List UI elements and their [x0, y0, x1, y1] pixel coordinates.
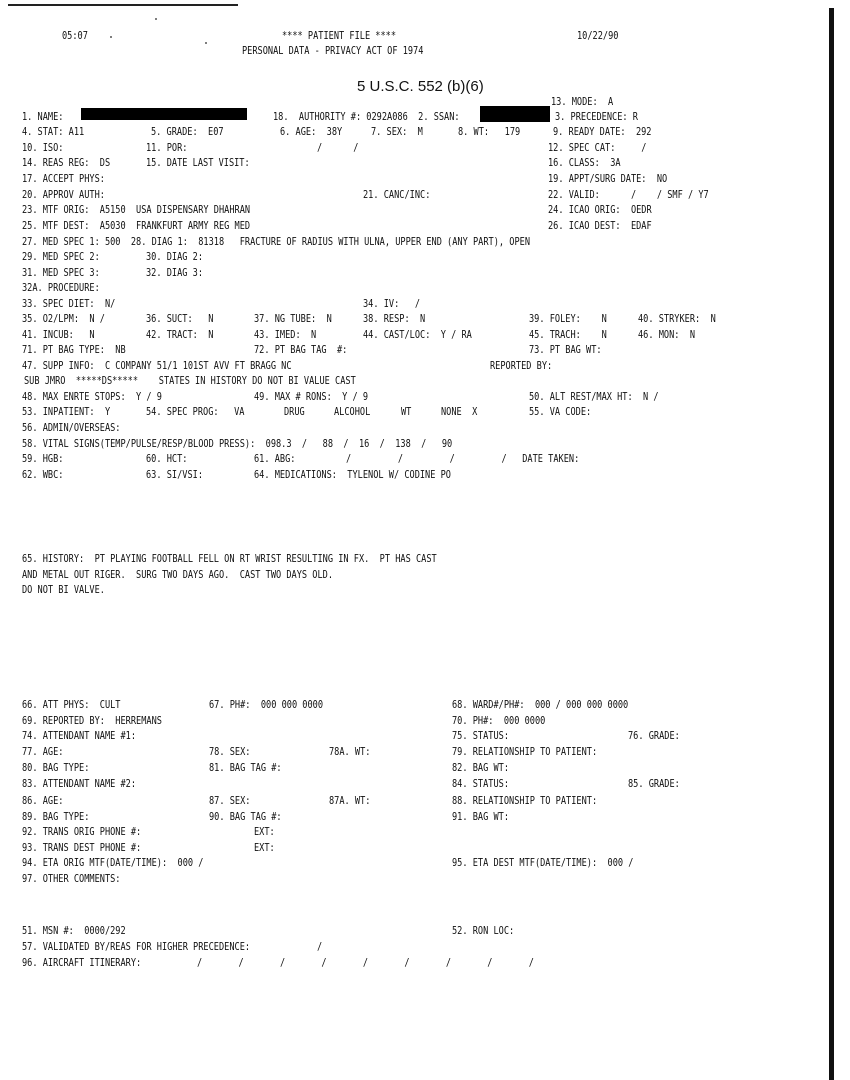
field-bag-tag-2: 90. BAG TAG #:: [209, 811, 282, 823]
field-relationship-2: 88. RELATIONSHIP TO PATIENT:: [452, 795, 598, 807]
privacy-notice: PERSONAL DATA - PRIVACY ACT OF 1974: [242, 45, 424, 57]
field-history: 65. HISTORY: PT PLAYING FOOTBALL FELL ON RT WRIST RESULTING IN FX. PT HAS CAST: [22, 553, 437, 565]
field-bag-type-2: 89. BAG TYPE:: [22, 811, 90, 823]
field-canc-inc: 21. CANC/INC:: [363, 189, 431, 201]
field-name: 1. NAME:: [22, 111, 64, 123]
field-bag-wt-2: 91. BAG WT:: [452, 811, 510, 823]
field-aircraft-itinerary: 96. AIRCRAFT ITINERARY:: [22, 957, 142, 969]
field-hct: 60. HCT:: [146, 453, 188, 465]
field-foley: 39. FOLEY: N: [529, 313, 607, 325]
field-med-spec-3: 31. MED SPEC 3:: [22, 267, 100, 279]
field-iv: 34. IV: /: [363, 298, 421, 310]
field-wt-2: 87A. WT:: [329, 795, 371, 807]
field-msn: 51. MSN #: 0000/292: [22, 925, 126, 937]
field-diag-2: 30. DIAG 2:: [146, 251, 204, 263]
field-reas-reg: 14. REAS REG: DS: [22, 157, 111, 169]
scan-speck: [110, 36, 112, 38]
field-alt-rest: 50. ALT REST/MAX HT: N /: [529, 391, 659, 403]
field-pt-bag-type: 71. PT BAG TYPE: NB: [22, 344, 126, 356]
field-max-enrte-stops: 48. MAX ENRTE STOPS: Y / 9: [22, 391, 162, 403]
spec-prog-drug: DRUG: [284, 406, 305, 418]
field-pt-bag-wt: 73. PT BAG WT:: [529, 344, 602, 356]
field-hgb: 59. HGB:: [22, 453, 64, 465]
field-validated-by: 57. VALIDATED BY/REAS FOR HIGHER PRECEDENCE:: [22, 941, 251, 953]
field-grade-1: 76. GRADE:: [628, 730, 680, 742]
field-attendant-name-2: 83. ATTENDANT NAME #2:: [22, 778, 137, 790]
spec-prog-wt: WT: [401, 406, 412, 418]
print-date: 10/22/90: [577, 30, 619, 42]
abg-date-taken: / / / / DATE TAKEN:: [346, 453, 580, 465]
field-pt-bag-tag: 72. PT BAG TAG #:: [254, 344, 348, 356]
field-grade-2: 85. GRADE:: [628, 778, 680, 790]
field-appt-surg-date: 19. APPT/SURG DATE: NO: [548, 173, 668, 185]
field-accept-phys: 17. ACCEPT PHYS:: [22, 173, 105, 185]
field-status-1: 75. STATUS:: [452, 730, 510, 742]
spec-prog-none: NONE X: [441, 406, 478, 418]
field-inpatient: 53. INPATIENT: Y: [22, 406, 111, 418]
field-resp: 38. RESP: N: [363, 313, 426, 325]
name-redaction: [81, 108, 247, 120]
scan-speck: [155, 18, 157, 20]
field-mon: 46. MON: N: [638, 329, 696, 341]
field-age-2: 86. AGE:: [22, 795, 64, 807]
field-trans-orig-phone: 92. TRANS ORIG PHONE #:: [22, 826, 142, 838]
field-med-spec-2: 29. MED SPEC 2:: [22, 251, 100, 263]
field-bag-wt-1: 82. BAG WT:: [452, 762, 510, 774]
field-spec-diet: 33. SPEC DIET: N/: [22, 298, 116, 310]
field-bag-type-1: 80. BAG TYPE:: [22, 762, 90, 774]
field-suct: 36. SUCT: N: [146, 313, 214, 325]
field-max-rons: 49. MAX # RONS: Y / 9: [254, 391, 369, 403]
top-rule: [8, 4, 238, 6]
field-ward-phone: 68. WARD#/PH#: 000 / 000 000 0000: [452, 699, 629, 711]
field-att-phys: 66. ATT PHYS: CULT: [22, 699, 121, 711]
field-supp-info: 47. SUPP INFO: C COMPANY 51/1 101ST AVV FT BRAGG NC: [22, 360, 292, 372]
field-stat: 4. STAT: A11: [22, 126, 85, 138]
field-icao-orig: 24. ICAO ORIG: OEDR: [548, 204, 652, 216]
field-vital-signs: 58. VITAL SIGNS(TEMP/PULSE/RESP/BLOOD PRESS): 098.3 / 88 / 16 / 138 / 90: [22, 438, 453, 450]
field-mtf-dest: 25. MTF DEST: A5030 FRANKFURT ARMY REG MED: [22, 220, 251, 232]
history-line-2: AND METAL OUT RIGER. SURG TWO DAYS AGO. CAST TWO DAYS OLD.: [22, 569, 334, 581]
field-med-spec-1-diag-1: 27. MED SPEC 1: 500 28. DIAG 1: 81318 FRACTURE OF RADIUS WITH ULNA, UPPER END (ANY PART), OPEN: [22, 236, 531, 248]
field-por: 11. POR:: [146, 142, 188, 154]
trans-dest-ext: EXT:: [254, 842, 275, 854]
field-imed: 43. IMED: N: [254, 329, 317, 341]
field-icao-dest: 26. ICAO DEST: EDAF: [548, 220, 652, 232]
field-diag-3: 32. DIAG 3:: [146, 267, 204, 279]
print-time: 05:07: [62, 30, 88, 42]
field-eta-orig: 94. ETA ORIG MTF(DATE/TIME): 000 /: [22, 857, 204, 869]
supp-info-continuation: SUB JMRO *****DS***** STATES IN HISTORY DO NOT BI VALUE CAST: [24, 375, 356, 387]
field-mtf-orig: 23. MTF ORIG: A5150 USA DISPENSARY DHAHRAN: [22, 204, 251, 216]
validated-by-slash: /: [317, 941, 323, 953]
field-sex: 7. SEX: M: [371, 126, 423, 138]
field-si-vsi: 63. SI/VSI:: [146, 469, 204, 481]
field-va-code: 55. VA CODE:: [529, 406, 592, 418]
field-grade: 5. GRADE: E07: [151, 126, 224, 138]
field-stryker: 40. STRYKER: N: [638, 313, 716, 325]
field-date-last-visit: 15. DATE LAST VISIT:: [146, 157, 250, 169]
foia-exemption-stamp: 5 U.S.C. 552 (b)(6): [357, 78, 484, 95]
field-admin-overseas: 56. ADMIN/OVERSEAS:: [22, 422, 121, 434]
field-reported-by: 69. REPORTED BY: HERREMANS: [22, 715, 162, 727]
field-reported-by-top: REPORTED BY:: [490, 360, 553, 372]
field-incub: 41. INCUB: N: [22, 329, 95, 341]
field-sex-1: 78. SEX:: [209, 746, 251, 758]
field-ready-date: 9. READY DATE: 292: [553, 126, 652, 138]
field-spec-prog: 54. SPEC PROG: VA: [146, 406, 245, 418]
field-abg: 61. ABG:: [254, 453, 296, 465]
field-sex-2: 87. SEX:: [209, 795, 251, 807]
ssan-redaction: [480, 106, 550, 122]
field-reporter-phone: 70. PH#: 000 0000: [452, 715, 546, 727]
field-age-1: 77. AGE:: [22, 746, 64, 758]
field-iso: 10. ISO:: [22, 142, 64, 154]
spec-prog-alcohol: ALCOHOL: [334, 406, 371, 418]
field-medications: 64. MEDICATIONS: TYLENOL W/ CODINE PO: [254, 469, 451, 481]
field-wt-1: 78A. WT:: [329, 746, 371, 758]
field-age: 6. AGE: 38Y: [280, 126, 343, 138]
field-cast-loc: 44. CAST/LOC: Y / RA: [363, 329, 472, 341]
field-bag-tag-1: 81. BAG TAG #:: [209, 762, 282, 774]
field-class: 16. CLASS: 3A: [548, 157, 621, 169]
field-status-2: 84. STATUS:: [452, 778, 510, 790]
field-ng-tube: 37. NG TUBE: N: [254, 313, 332, 325]
field-eta-dest: 95. ETA DEST MTF(DATE/TIME): 000 /: [452, 857, 634, 869]
por-slashes: / /: [317, 142, 359, 154]
trans-orig-ext: EXT:: [254, 826, 275, 838]
scan-edge: [829, 8, 834, 1080]
field-precedence: 3. PRECEDENCE: R: [555, 111, 638, 123]
field-weight: 8. WT: 179: [458, 126, 521, 138]
field-wbc: 62. WBC:: [22, 469, 64, 481]
history-line-3: DO NOT BI VALVE.: [22, 584, 105, 596]
field-mode: 13. MODE: A: [551, 96, 614, 108]
field-spec-cat: 12. SPEC CAT: /: [548, 142, 647, 154]
field-procedure: 32A. PROCEDURE:: [22, 282, 100, 294]
field-trach: 45. TRACH: N: [529, 329, 607, 341]
itinerary-slashes: / / / / / / / / /: [197, 957, 534, 969]
field-other-comments: 97. OTHER COMMENTS:: [22, 873, 121, 885]
scan-speck: [205, 42, 207, 44]
field-trans-dest-phone: 93. TRANS DEST PHONE #:: [22, 842, 142, 854]
field-att-phone: 67. PH#: 000 000 0000: [209, 699, 324, 711]
field-relationship-1: 79. RELATIONSHIP TO PATIENT:: [452, 746, 598, 758]
file-title: **** PATIENT FILE ****: [282, 30, 397, 42]
field-ron-loc: 52. RON LOC:: [452, 925, 515, 937]
field-authority-ssan: 18. AUTHORITY #: 0292A086 2. SSAN:: [273, 111, 460, 123]
field-valid: 22. VALID: / / SMF / Y7: [548, 189, 709, 201]
field-attendant-name-1: 74. ATTENDANT NAME #1:: [22, 730, 137, 742]
field-approv-auth: 20. APPROV AUTH:: [22, 189, 105, 201]
field-o2-lpm: 35. O2/LPM: N /: [22, 313, 105, 325]
field-tract: 42. TRACT: N: [146, 329, 214, 341]
